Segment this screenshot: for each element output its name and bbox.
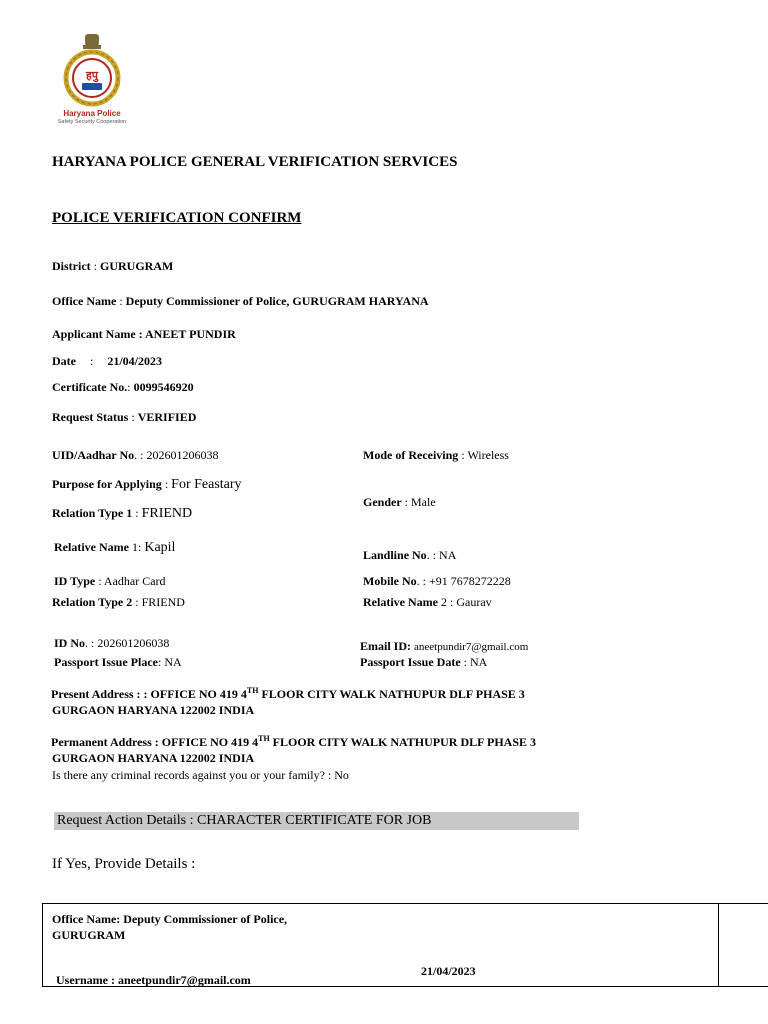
mode-of-receiving-label: Mode of Receiving: [363, 448, 459, 462]
gender-label: Gender: [363, 495, 402, 509]
permanent-address-line2: GURGAON HARYANA 122002 INDIA: [52, 751, 255, 765]
uid-label: UID/Aadhar No: [52, 448, 135, 462]
passport-issue-place-field: Passport Issue Place: NA: [54, 655, 182, 669]
purpose-label: Purpose for Applying: [52, 477, 162, 491]
relative-name-1-label: Relative Name: [54, 540, 129, 554]
request-action-details: Request Action Details : CHARACTER CERTIFICATE FOR JOB: [57, 813, 432, 828]
gender-value: Male: [411, 495, 436, 509]
footer-office-line2: GURUGRAM: [52, 928, 126, 942]
certificate-no-label: Certificate No.: [52, 380, 128, 394]
present-address-sup: TH: [246, 686, 259, 695]
office-name-value: Deputy Commissioner of Police, GURUGRAM HARYANA: [125, 294, 429, 308]
office-name-field: Office Name : Deputy Commissioner of Police, GURUGRAM HARYANA: [52, 294, 429, 308]
purpose-field: Purpose for Applying : For Feastary: [52, 477, 242, 492]
relation-type-2-label: Relation Type 2: [52, 595, 133, 609]
permanent-address-line1: [51, 734, 536, 750]
footer-office-line1: Office Name: Deputy Commissioner of Police,: [52, 912, 288, 926]
certificate-no-value: 0099546920: [133, 380, 194, 394]
mobile-no-field: Mobile No. : +91 7678272228: [363, 574, 511, 588]
request-status-field: Request Status : VERIFIED: [52, 410, 197, 424]
passport-issue-date-field: Passport Issue Date : NA: [360, 655, 488, 669]
mobile-no-value: +91 7678272228: [429, 574, 511, 588]
mobile-no-label: Mobile No: [363, 574, 417, 588]
footer-date: 21/04/2023: [421, 964, 476, 978]
relation-type-1-field: Relation Type 1 : FRIEND: [52, 506, 193, 521]
haryana-police-logo: [52, 30, 132, 130]
permanent-address-prefix: Permanent Address : OFFICE NO 419 4: [51, 735, 259, 749]
request-status-value: VERIFIED: [137, 410, 197, 424]
criminal-records-question: Is there any criminal records against you or your family? : No: [52, 768, 349, 782]
district-label: District: [52, 259, 91, 273]
uid-field: UID/Aadhar No. : 202601206038: [52, 448, 219, 462]
gender-field: Gender : Male: [363, 495, 436, 509]
relative-name-1-value: Kapil: [144, 540, 176, 555]
relation-type-1-label: Relation Type 1: [52, 506, 133, 520]
date-field: Date : 21/04/2023: [52, 354, 163, 368]
if-yes-details: If Yes, Provide Details :: [52, 856, 196, 872]
passport-issue-date-value: NA: [470, 655, 488, 669]
logo-tagline: Safety Security Cooperation: [57, 119, 127, 125]
uid-value: 202601206038: [146, 448, 219, 462]
logo-name-text: Haryana Police: [63, 109, 121, 118]
signature-table-divider: [718, 903, 719, 987]
permanent-address-sup: TH: [258, 734, 270, 743]
relative-name-1-num: 1:: [131, 540, 142, 554]
relation-type-1-value: FRIEND: [141, 506, 193, 521]
certificate-no-field: Certificate No.: 0099546920: [52, 380, 194, 394]
email-id-value: aneetpundir7@gmail.com: [414, 641, 529, 653]
relative-name-2-label: Relative Name: [363, 595, 438, 609]
id-type-label: ID Type: [54, 574, 96, 588]
passport-issue-place-value: NA: [164, 655, 182, 669]
mode-of-receiving-value: Wireless: [467, 448, 509, 462]
relative-name-2-field: Relative Name 2 : Gaurav: [363, 595, 492, 609]
landline-no-field: Landline No. : NA: [363, 548, 457, 562]
relation-type-2-value: FRIEND: [141, 595, 185, 609]
district-field: District : GURUGRAM: [52, 259, 174, 273]
passport-issue-place-label: Passport Issue Place: [54, 655, 158, 669]
request-status-label: Request Status: [52, 410, 129, 424]
permanent-address-rest: FLOOR CITY WALK NATHUPUR DLF PHASE 3: [269, 735, 537, 749]
district-value: GURUGRAM: [100, 259, 174, 273]
id-no-label: ID No: [54, 636, 86, 650]
relative-name-2-num: 2: [440, 595, 447, 609]
email-id-label: Email ID:: [360, 639, 411, 653]
id-no-value: 202601206038: [97, 636, 170, 650]
id-type-field: ID Type : Aadhar Card: [54, 574, 166, 588]
office-name-label: Office Name: [52, 294, 117, 308]
present-address-rest: FLOOR CITY WALK NATHUPUR DLF PHASE 3: [258, 687, 525, 701]
purpose-value: For Feastary: [171, 477, 242, 492]
footer-username: Username : aneetpundir7@gmail.com: [56, 973, 251, 987]
landline-no-value: NA: [439, 548, 457, 562]
page-title: HARYANA POLICE GENERAL VERIFICATION SERVICES: [52, 154, 458, 170]
emblem-text: हपु: [85, 69, 99, 82]
landline-no-label: Landline No: [363, 548, 427, 562]
email-id-field: [360, 639, 528, 654]
id-type-value: Aadhar Card: [103, 574, 166, 588]
page-subtitle: POLICE VERIFICATION CONFIRM: [52, 210, 302, 226]
present-address-prefix: Present Address : : OFFICE NO 419 4: [51, 687, 247, 701]
relative-name-2-value: Gaurav: [456, 595, 492, 609]
mode-of-receiving-field: Mode of Receiving : Wireless: [363, 448, 509, 462]
date-label: Date: [52, 354, 76, 368]
date-value: 21/04/2023: [107, 354, 163, 368]
id-no-field: ID No. : 202601206038: [54, 636, 170, 650]
relation-type-2-field: Relation Type 2 : FRIEND: [52, 595, 185, 609]
present-address-line1: [51, 686, 525, 702]
present-address-line2: GURGAON HARYANA 122002 INDIA: [52, 703, 255, 717]
passport-issue-date-label: Passport Issue Date: [360, 655, 461, 669]
police-emblem-icon: [52, 30, 132, 110]
relative-name-1-field: [54, 540, 175, 556]
applicant-name-field: Applicant Name : ANEET PUNDIR: [52, 327, 236, 341]
